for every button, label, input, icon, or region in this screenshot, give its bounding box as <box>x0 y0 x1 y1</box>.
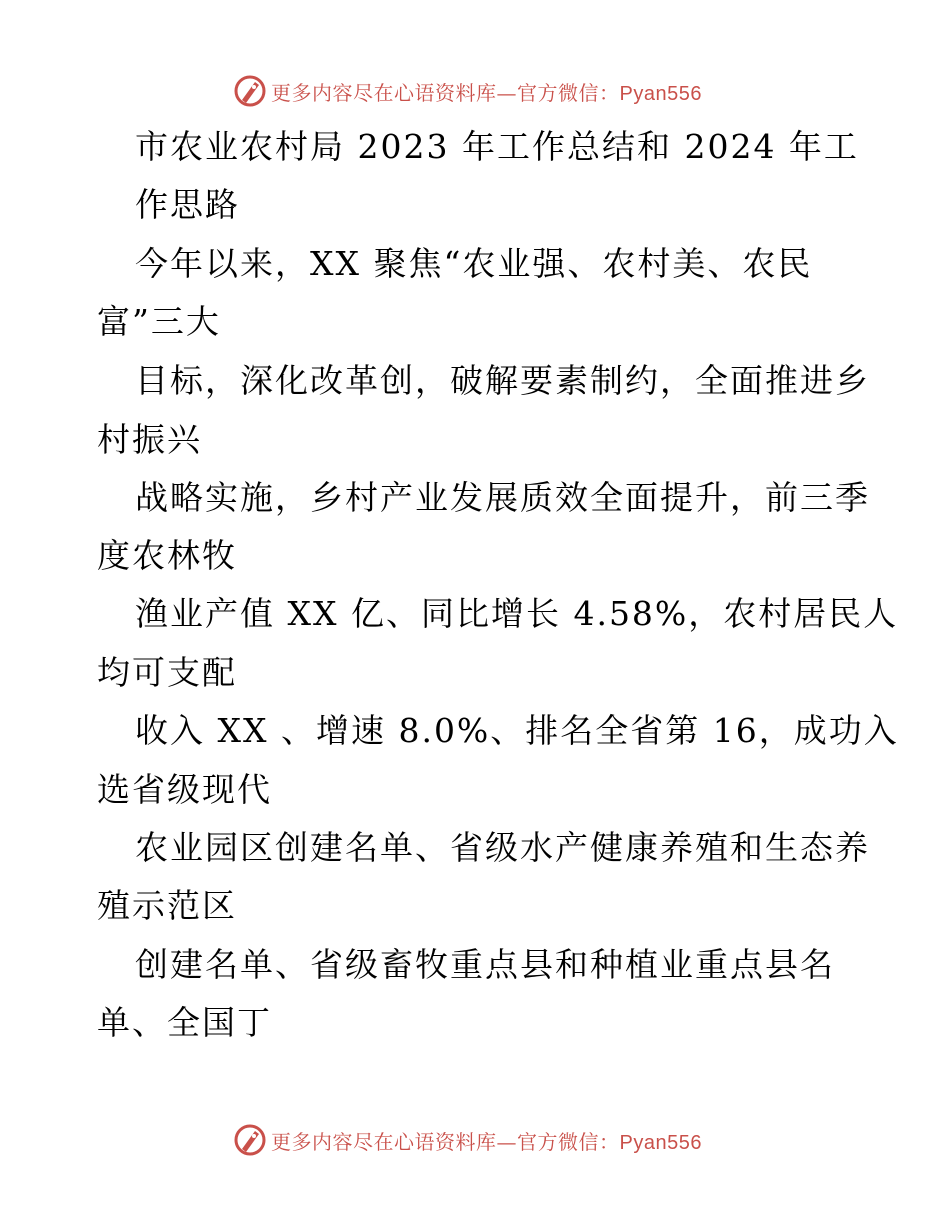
watermark-wechat-id: Pyan556 <box>619 82 702 105</box>
body-line: 创建名单、省级畜牧重点县和种植业重点县名 <box>135 945 835 984</box>
pen-nib-circle-icon <box>233 74 267 108</box>
body-line: 村振兴 <box>97 420 202 459</box>
document-title-line-2: 作思路 <box>135 185 240 224</box>
body-line: 渔业产值 XX 亿、同比增长 4.58%，农村居民人 <box>135 594 899 633</box>
body-line: 均可支配 <box>97 653 237 692</box>
body-line: 单、全国丁 <box>97 1003 272 1042</box>
body-line: 收入 XX 、增速 8.0%、排名全省第 16，成功入 <box>135 711 899 750</box>
body-line: 战略实施，乡村产业发展质效全面提升，前三季 <box>135 478 870 517</box>
body-line: 富”三大 <box>97 302 221 341</box>
watermark-wechat-id: Pyan556 <box>619 1131 702 1154</box>
document-title-line-1: 市农业农村局 2023 年工作总结和 2024 年工 <box>135 127 859 166</box>
body-line: 目标，深化改革创，破解要素制约，全面推进乡 <box>135 361 870 400</box>
body-line: 今年以来，XX 聚焦“农业强、农村美、农民 <box>135 244 813 283</box>
body-line: 农业园区创建名单、省级水产健康养殖和生态养 <box>135 828 870 867</box>
body-line: 选省级现代 <box>97 770 272 809</box>
watermark-text: 更多内容尽在心语资料库—官方微信：Pyan556 <box>271 1129 702 1154</box>
footer-watermark <box>233 1122 733 1158</box>
body-line: 度农林牧 <box>97 536 237 575</box>
watermark-text: 更多内容尽在心语资料库—官方微信：Pyan556 <box>271 80 702 105</box>
pen-nib-circle-icon <box>233 1123 267 1157</box>
body-line: 殖示范区 <box>97 886 237 925</box>
header-watermark <box>233 73 733 109</box>
